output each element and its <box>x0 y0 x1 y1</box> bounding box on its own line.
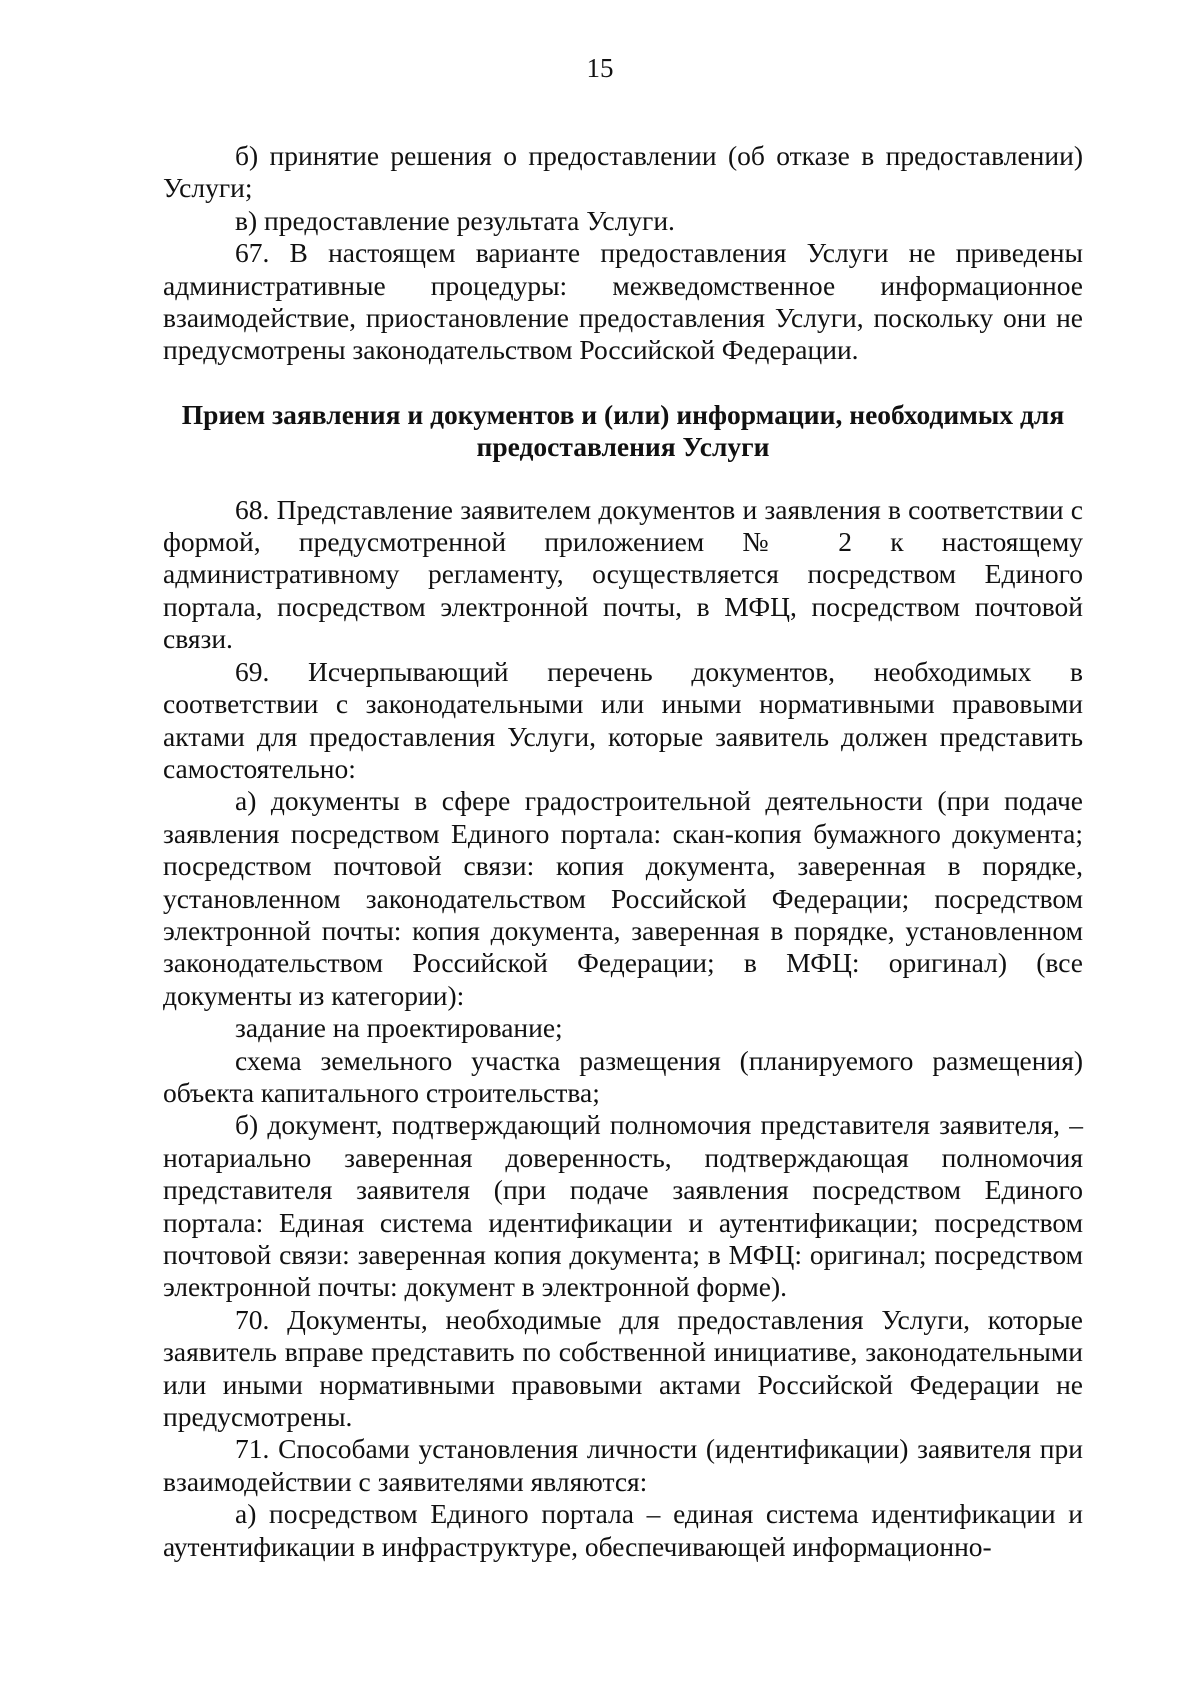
page-number: 15 <box>586 53 614 83</box>
document-body <box>163 140 1083 1563</box>
paragraph-69-a: а) документы в сфере градостроительной деятельности (при подаче заявления посредством Единого портала: скан-копия бумажного документа; посредством почтовой связи: копия документа, заверенная в порядке, установленном законодательством Российской Федерации; посредством электронной почты: копия документа, заверенная в порядке, установленном законодательством Российской Федерации; в МФЦ: оригинал) (все документы из категории): <box>163 785 1083 1011</box>
list-item-land-plot-scheme: схема земельного участка размещения (планируемого размещения) объекта капитального строительства; <box>163 1044 1083 1108</box>
paragraph-70: 70. Документы, необходимые для предоставления Услуги, которые заявитель вправе представить по собственной инициативе, законодательными или иными нормативными правовыми актами Российской Федерации не предусмотрены. <box>163 1303 1083 1433</box>
paragraph-69: 69. Исчерпывающий перечень документов, необходимых в соответствии с законодательными или иными нормативными правовыми актами для предоставления Услуги, которые заявитель должен представить самостоятельно: <box>163 655 1083 784</box>
paragraph-b-decision: б) принятие решения о предоставлении (об отказе в предоставлении) Услуги; <box>163 140 1083 204</box>
paragraph-69-b: б) документ, подтверждающий полномочия представителя заявителя, – нотариально заверенная доверенность, подтверждающая полномочия представителя заявителя (при подаче заявления посредством Единого портала: Единая система идентификации и аутентификации; посредством почтовой связи: заверенная копия документа; в МФЦ: оригинал; посредством электронной почты: документ в электронной форме). <box>163 1109 1083 1303</box>
paragraph-67: 67. В настоящем варианте предоставления Услуги не приведены административные процедуры: межведомственное информационное взаимодействие, приостановление предоставления Услуги, поскольку они не предусмотрены законодательством Российской Федерации. <box>163 237 1083 366</box>
paragraph-71-a: а) посредством Единого портала – единая система идентификации и аутентификации в инфраструктуре, обеспечивающей информационно- <box>163 1498 1083 1562</box>
section-heading: Прием заявления и документов и (или) информации, необходимых для предоставления Услуги <box>181 398 1065 463</box>
paragraph-68: 68. Представление заявителем документов и заявления в соответствии с формой, предусмотренной приложением № 2 к настоящему административному регламенту, осуществляется посредством Единого портала, посредством электронной почты, в МФЦ, посредством почтовой связи. <box>163 493 1083 655</box>
paragraph-v-result: в) предоставление результата Услуги. <box>235 204 675 236</box>
list-item-design-task: задание на проектирование; <box>235 1012 563 1044</box>
paragraph-71: 71. Способами установления личности (идентификации) заявителя при взаимодействии с заявителями являются: <box>163 1433 1083 1497</box>
